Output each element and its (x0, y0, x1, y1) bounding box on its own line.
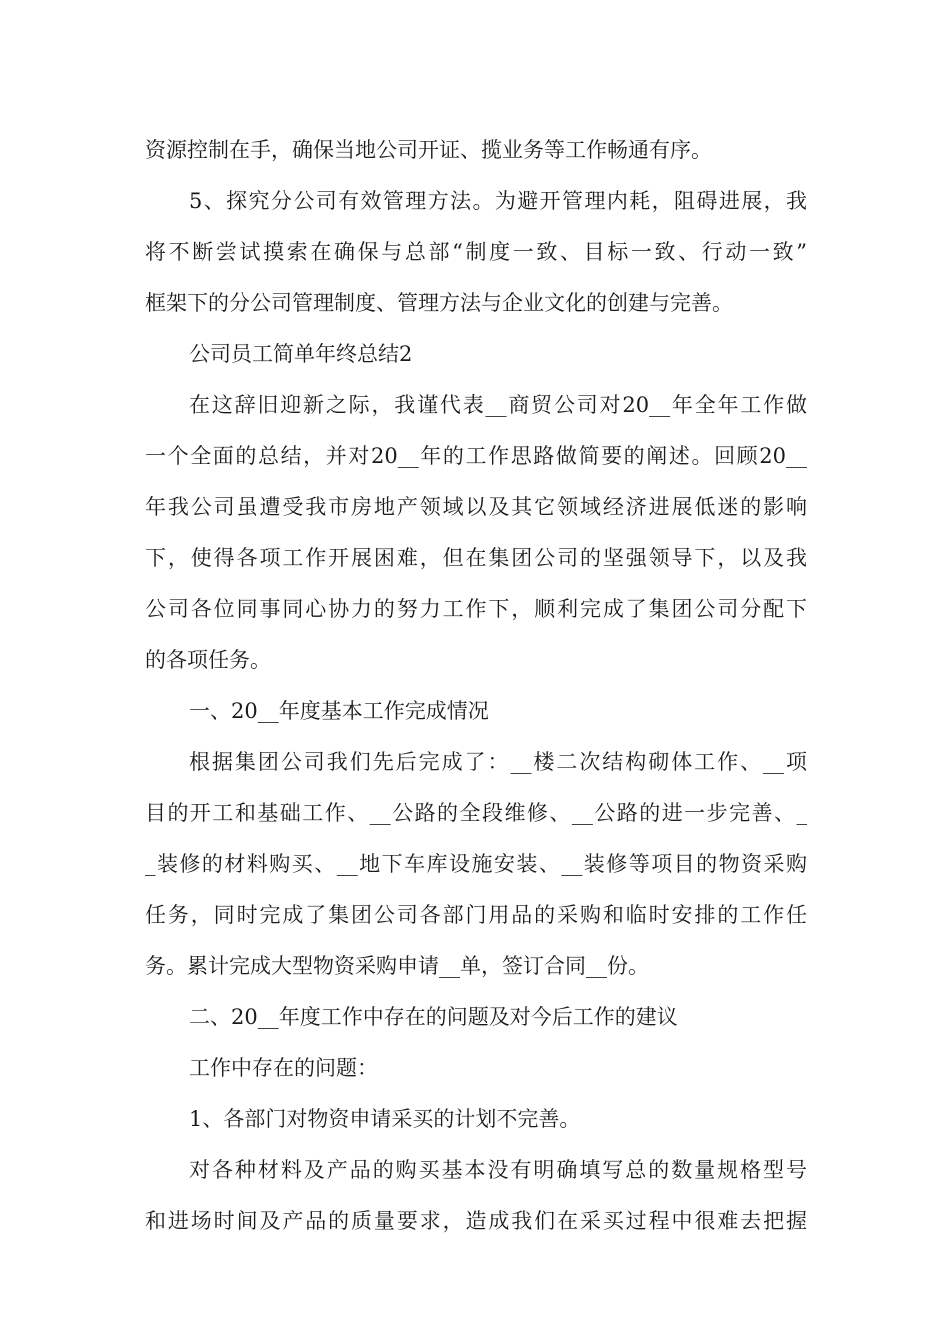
paragraph-line: 一个全面的总结，并对20__年的工作思路做简要的阐述。回顾20__ (145, 444, 807, 468)
paragraph-line: 5、探究分公司有效管理方法。为避开管理内耗，阻碍进展，我 (189, 189, 807, 213)
paragraph-line: 年我公司虽遭受我市房地产领域以及其它领域经济进展低迷的影响 (145, 495, 807, 519)
paragraph-line: 目的开工和基础工作、__公路的全段维修、__公路的进一步完善、_ (145, 801, 807, 825)
paragraph-line: 1、各部门对物资申请采买的计划不完善。 (189, 1107, 581, 1131)
paragraph-line: 对各种材料及产品的购买基本没有明确填写总的数量规格型号 (189, 1158, 807, 1182)
paragraph-line: 框架下的分公司管理制度、管理方法与企业文化的创建与完善。 (145, 291, 733, 315)
paragraph-line: 下，使得各项工作开展困难，但在集团公司的坚强领导下，以及我 (145, 546, 807, 570)
paragraph-line: 的各项任务。 (145, 648, 271, 672)
paragraph-line: 务。累计完成大型物资采购申请__单，签订合同__份。 (145, 954, 649, 978)
paragraph-line: 公司各位同事同心协力的努力工作下，顺利完成了集团公司分配下 (145, 597, 807, 621)
paragraph-line: _装修的材料购买、__地下车库设施安装、__装修等项目的物资采购 (145, 852, 807, 876)
paragraph-line: 根据集团公司我们先后完成了：__楼二次结构砌体工作、__项 (189, 750, 807, 774)
section-heading: 公司员工简单年终总结2 (189, 342, 413, 366)
section-heading: 一、20__年度基本工作完成情况 (189, 699, 489, 723)
paragraph-line: 在这辞旧迎新之际，我谨代表__商贸公司对20__年全年工作做 (189, 393, 807, 417)
paragraph-line: 工作中存在的问题： (189, 1056, 378, 1080)
section-heading: 二、20__年度工作中存在的问题及对今后工作的建议 (189, 1005, 678, 1029)
paragraph-line: 将不断尝试摸索在确保与总部“制度一致、目标一致、行动一致” (145, 240, 807, 264)
paragraph-line: 任务，同时完成了集团公司各部门用品的采购和临时安排的工作任 (145, 903, 807, 927)
paragraph-line: 和进场时间及产品的质量要求，造成我们在采买过程中很难去把握 (145, 1209, 807, 1233)
paragraph-line: 资源控制在手，确保当地公司开证、揽业务等工作畅通有序。 (145, 138, 712, 162)
